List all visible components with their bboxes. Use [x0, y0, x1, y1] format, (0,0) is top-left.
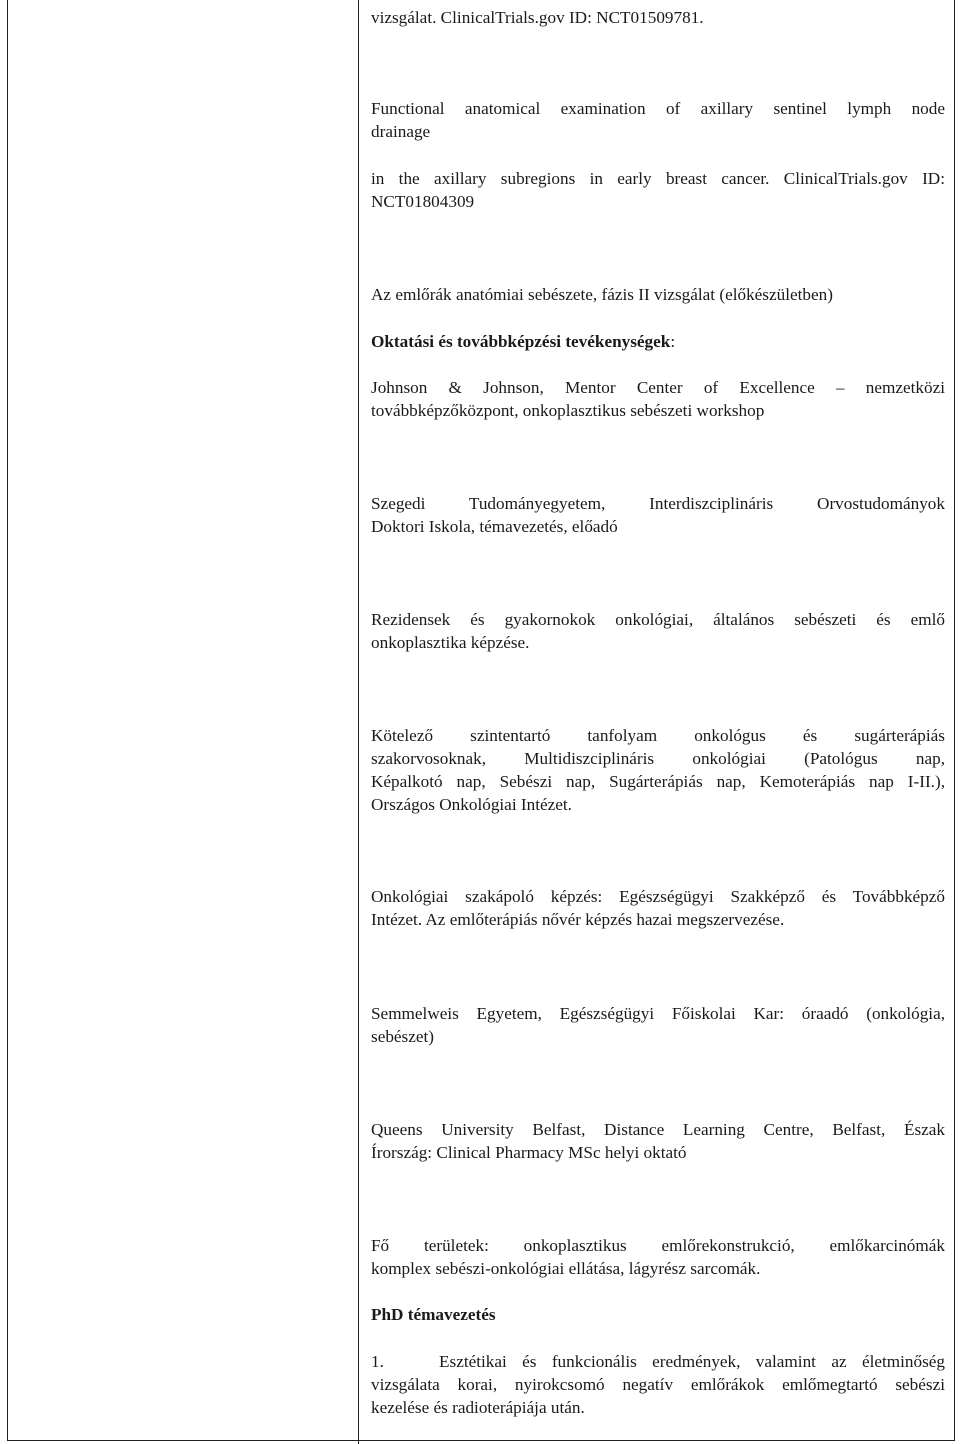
- list-item-phd-1-line1: 1. Esztétikai és funkcionális eredmények, valamint az életminőség: [371, 1352, 945, 1371]
- list-number: 1.: [371, 1352, 384, 1371]
- paragraph-trial-id-1: vizsgálat. ClinicalTrials.gov ID: NCT01509781.: [371, 8, 704, 27]
- paragraph-szeged-university: Szegedi Tudományegyetem, Interdiszciplináris Orvostudományok Doktori Iskola, témavezetés, előadó: [371, 494, 945, 536]
- paragraph-semmelweis: Semmelweis Egyetem, Egészségügyi Főiskolai Kar: óraadó (onkológia, sebészet): [371, 1004, 945, 1046]
- paragraph-oncology-nurse-training: Onkológiai szakápoló képzés: Egészségügyi Szakképző és Továbbképző Intézet. Az emlőterápiás nővér képzés hazai megszervezése.: [371, 887, 945, 929]
- table-frame: [7, 0, 955, 1441]
- paragraph-mandatory-course: Kötelező szintentartó tanfolyam onkológus és sugárterápiás szakorvosoknak, Multidiszciplináris onkológiai (Patológus nap, Képalkotó nap, Sebészi nap, Sugárterápiás nap, Kemoterápiás nap I-II.), Országos Onkológiai Intézet.: [371, 726, 945, 814]
- paragraph-main-areas: Fő területek: onkoplasztikus emlőrekonstrukció, emlőkarcinómák komplex sebészi-onkológiai ellátása, lágyrész sarcomák.: [371, 1236, 945, 1278]
- list-item-phd-1: 1. Esztétikai és funkcionális eredmények, valamint az életminőség vizsgálata korai, nyirokcsomó negatív emlőrákok emlőmegtartó sebészi kezelése és radioterápiája után.: [371, 1352, 945, 1417]
- paragraph-johnson-johnson: Johnson & Johnson, Mentor Center of Excellence – nemzetközi továbbképzőközpont, onkoplasztikus sebészeti workshop: [371, 378, 945, 420]
- paragraph-anatomical-surgery: Az emlőrák anatómiai sebészete, fázis II vizsgálat (előkészületben): [371, 285, 833, 304]
- paragraph-functional-anatomical: Functional anatomical examination of axillary sentinel lymph node drainage: [371, 99, 945, 141]
- paragraph-queens-university: Queens University Belfast, Distance Learning Centre, Belfast, Észak Írország: Clinical Pharmacy MSc helyi oktató: [371, 1120, 945, 1162]
- heading-phd-supervision: PhD témavezetés: [371, 1305, 496, 1324]
- paragraph-axillary-subregions: in the axillary subregions in early breast cancer. ClinicalTrials.gov ID: NCT01804309: [371, 169, 945, 211]
- column-divider: [358, 0, 359, 1444]
- heading-teaching-activities: Oktatási és továbbképzési tevékenységek:: [371, 332, 676, 351]
- paragraph-residents-training: Rezidensek és gyakornokok onkológiai, általános sebészeti és emlő onkoplasztika képzése.: [371, 610, 945, 652]
